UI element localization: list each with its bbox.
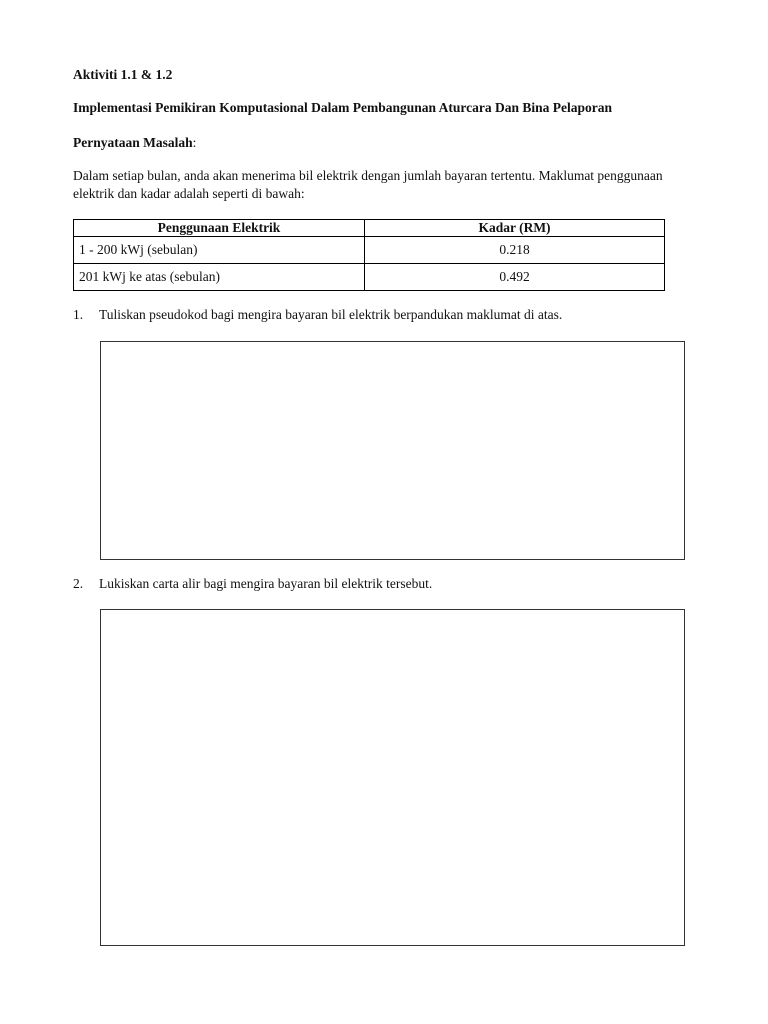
activity-title: Aktiviti 1.1 & 1.2 (73, 67, 173, 82)
header-rate: Kadar (RM) (365, 220, 665, 237)
document-title: Implementasi Pemikiran Komputasional Dalam Pembangunan Aturcara Dan Bina Pelaporan (73, 100, 613, 115)
pseudocode-answer-box[interactable] (100, 341, 685, 560)
question-text: Tuliskan pseudokod bagi mengira bayaran bil elektrik berpandukan maklumat di atas. (99, 307, 563, 322)
rate-cell: 0.218 (365, 237, 665, 264)
usage-cell: 1 - 200 kWj (sebulan) (74, 237, 365, 264)
rate-cell: 0.492 (365, 264, 665, 291)
table-row (74, 237, 665, 264)
problem-heading-label: Pernyataan Masalah (73, 135, 193, 150)
problem-statement-heading (73, 135, 196, 151)
usage-cell: 201 kWj ke atas (sebulan) (74, 264, 365, 291)
question-number: 2. (73, 576, 84, 591)
table-header-row (74, 220, 665, 237)
question-1 (73, 307, 562, 323)
flowchart-answer-box[interactable] (100, 609, 685, 946)
electricity-rates-table (73, 219, 665, 291)
problem-statement-text: Dalam setiap bulan, anda akan menerima bil elektrik dengan jumlah bayaran tertentu. Maklumat penggunaan elektrik dan kadar adalah seperti di bawah: (73, 168, 663, 201)
header-usage: Penggunaan Elektrik (74, 220, 365, 237)
question-2 (73, 576, 432, 592)
question-text: Lukiskan carta alir bagi mengira bayaran bil elektrik tersebut. (99, 576, 433, 591)
table-row (74, 264, 665, 291)
question-number: 1. (73, 307, 84, 322)
problem-heading-colon: : (192, 135, 197, 150)
